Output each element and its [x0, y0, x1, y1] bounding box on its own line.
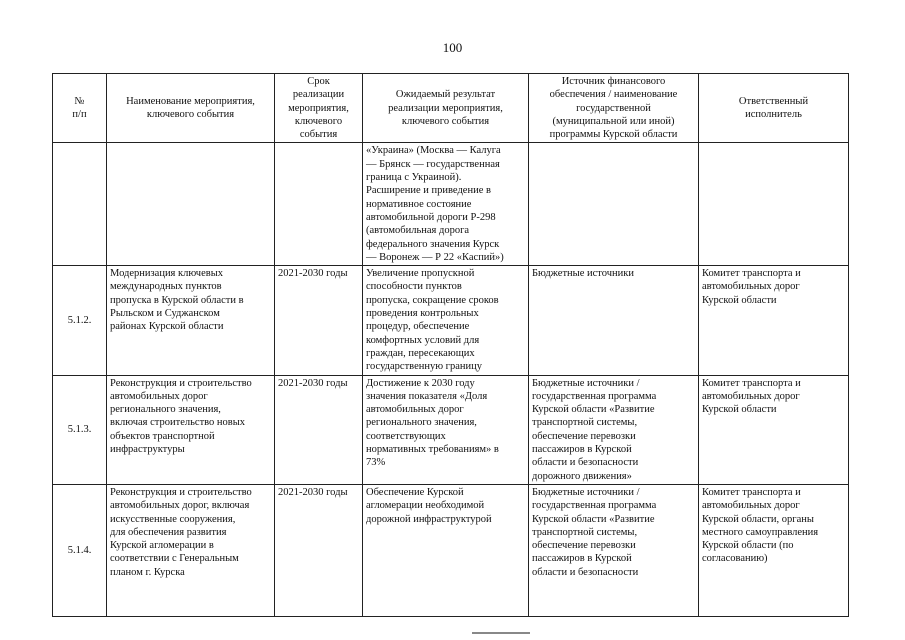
row-executor: Комитет транспорта и автомобильных дорог Курской области [699, 375, 849, 484]
row-result: Увеличение пропускной способности пунктов пропуска, сокращение сроков проведения контрольных процедур, обеспечение комфортных условий для граждан, пересекающих государственную границу [363, 266, 529, 375]
row-name [107, 143, 275, 266]
row-result: Достижение к 2030 году значения показателя «Доля автомобильных дорог регионального значения, соответствующих нормативных требованиям» в 73% [363, 375, 529, 484]
table-row [53, 484, 849, 616]
header-executor: Ответственный исполнитель [699, 74, 849, 143]
page-number: 100 [442, 40, 463, 55]
row-source: Бюджетные источники / государственная программа Курской области «Развитие транспортной системы, обеспечение перевозки пассажиров в Курской области и безопасности дорожного движения» [529, 375, 699, 484]
row-name: Реконструкция и строительство автомобильных дорог регионального значения, включая строительство новых объектов транспортной инфраструктуры [107, 375, 275, 484]
table-row [53, 143, 849, 266]
header-term: Срок реализации мероприятия, ключевого события [275, 74, 363, 143]
row-source: Бюджетные источники [529, 266, 699, 375]
header-source: Источник финансового обеспечения / наименование государственной (муниципальной или иной) программы Курской области [529, 74, 699, 143]
row-executor: Комитет транспорта и автомобильных дорог Курской области [699, 266, 849, 375]
row-name: Реконструкция и строительство автомобильных дорог, включая искусственные сооружения, для обеспечения развития Курской агломерации в соответствии с Генеральным планом г. Курска [107, 484, 275, 616]
row-executor [699, 143, 849, 266]
header-num: № п/п [53, 74, 107, 143]
row-term: 2021-2030 годы [275, 484, 363, 616]
row-executor: Комитет транспорта и автомобильных дорог Курской области, органы местного самоуправления Курской области (по согласованию) [699, 484, 849, 616]
footer-mark [472, 632, 530, 634]
row-name: Модернизация ключевых международных пунктов пропуска в Курской области в Рыльском и Суджанском районах Курской области [107, 266, 275, 375]
row-term: 2021-2030 годы [275, 266, 363, 375]
row-source [529, 143, 699, 266]
header-name: Наименование мероприятия, ключевого события [107, 74, 275, 143]
row-result: Обеспечение Курской агломерации необходимой дорожной инфраструктурой [363, 484, 529, 616]
table-row [53, 266, 849, 375]
row-term [275, 143, 363, 266]
row-source: Бюджетные источники / государственная программа Курской области «Развитие транспортной системы, обеспечение перевозки пассажиров в Курской области и безопасности [529, 484, 699, 616]
measures-table [52, 73, 849, 617]
row-term: 2021-2030 годы [275, 375, 363, 484]
header-result: Ожидаемый результат реализации мероприятия, ключевого события [363, 74, 529, 143]
table-row [53, 375, 849, 484]
table-header-row [53, 74, 849, 143]
row-num: 5.1.4. [53, 484, 107, 616]
row-result: «Украина» (Москва — Калуга — Брянск — государственная граница с Украиной). Расширение и приведение в нормативное состояние автомобильной дороги Р-298 (автомобильная дорога федерального значения Курск — Воронеж — Р 22 «Каспий») [363, 143, 529, 266]
row-num: 5.1.2. [53, 266, 107, 375]
row-num [53, 143, 107, 266]
row-num: 5.1.3. [53, 375, 107, 484]
